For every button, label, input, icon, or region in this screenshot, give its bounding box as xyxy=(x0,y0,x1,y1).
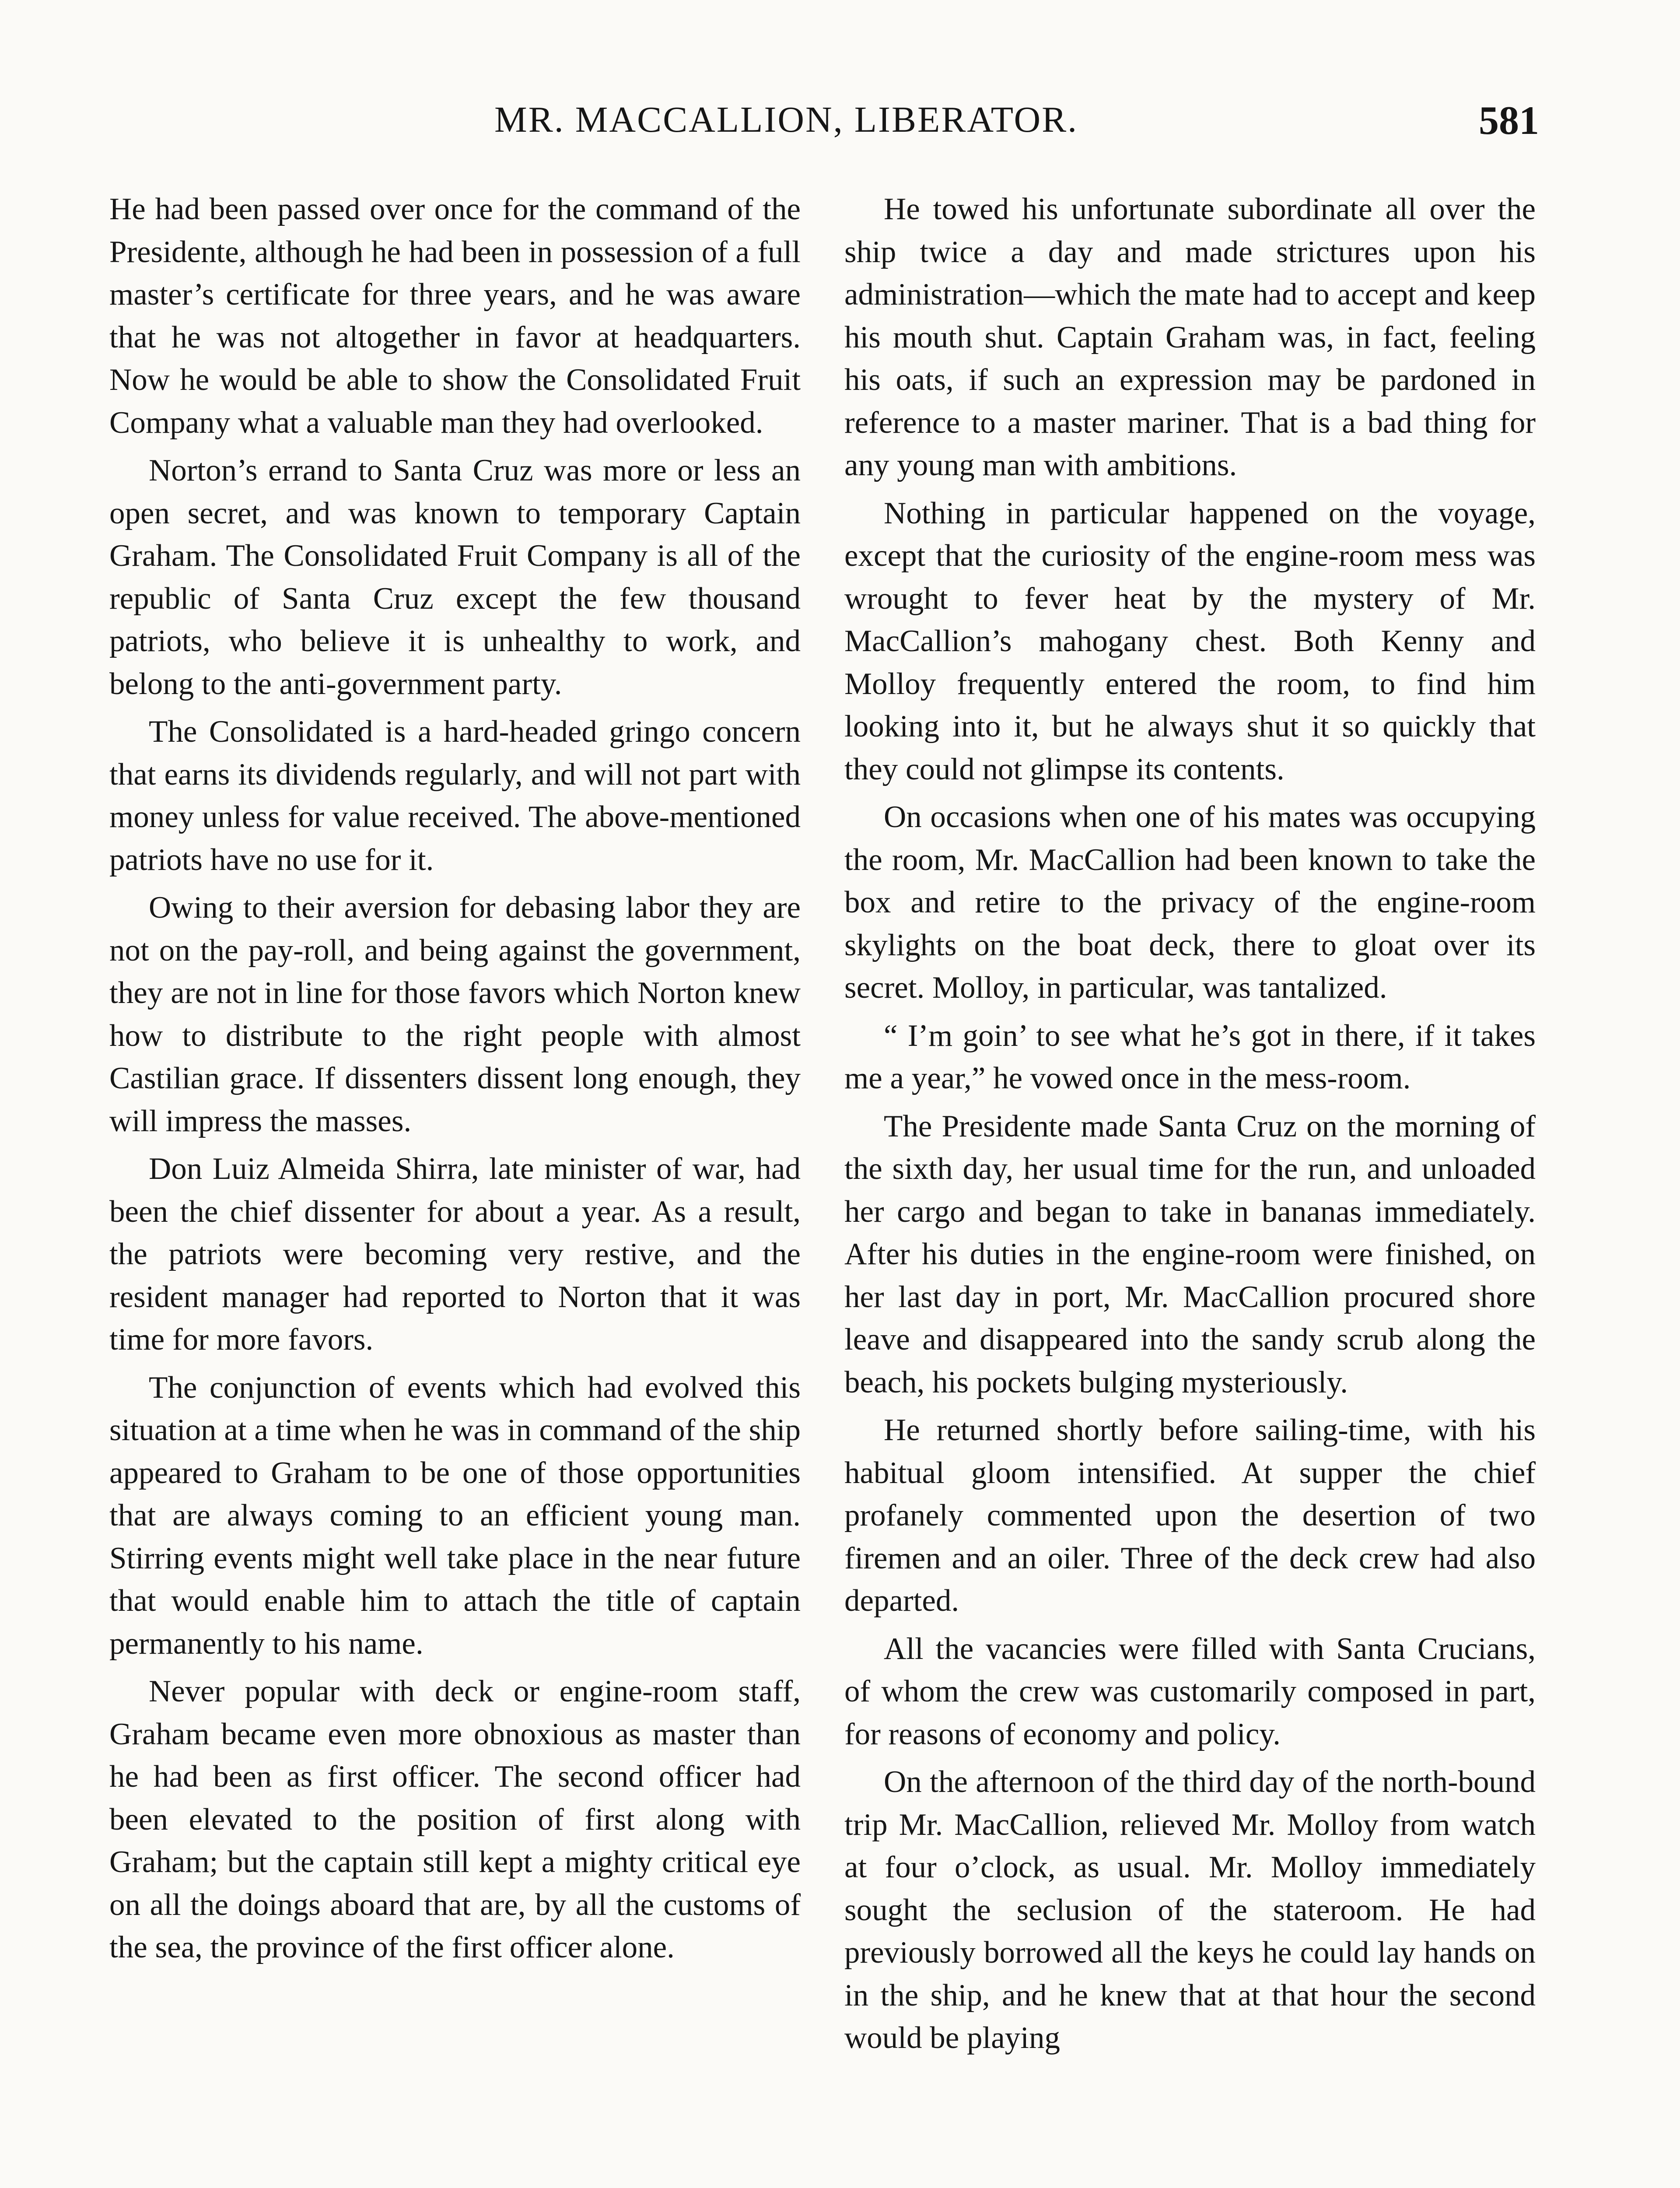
paragraph: Owing to their aversion for debasing labor they are not on the pay-roll, and being against the government, they are not in line for those favors which Norton knew how to distribute to the right people with almost Castilian grace. If dissenters dissent long enough, they will impress the masses. xyxy=(109,891,801,1138)
paragraph: Norton’s errand to Santa Cruz was more or less an open secret, and was known to temporary Captain Graham. The Consolidated Fruit Company is all of the republic of Santa Cruz except the few thousand patriots, who believe it is unhealthy to work, and belong to the anti-government party. xyxy=(109,453,801,701)
left-column xyxy=(109,188,801,1974)
running-title: MR. MACCALLION, LIBERATOR. xyxy=(494,99,1078,140)
paragraph: The Consolidated is a hard-headed gringo concern that earns its dividends regularly, and will not part with money unless for value received. The above-mentioned patriots have no use for it. xyxy=(109,715,801,877)
paragraph: All the vacancies were filled with Santa Crucians, of whom the crew was customarily composed in part, for reasons of economy and policy. xyxy=(844,1631,1536,1751)
paragraph: The Presidente made Santa Cruz on the morning of the sixth day, her usual time for the run, and unloaded her cargo and began to take in bananas immediately. After his duties in the engine-room were finished, on her last day in port, Mr. MacCallion procured shore leave and disappeared into the sandy scrub along the beach, his pockets bulging mysteriously. xyxy=(844,1109,1536,1399)
paragraph: Don Luiz Almeida Shirra, late minister of war, had been the chief dissenter for about a year. As a result, the patriots were becoming very restive, and the resident manager had reported to Norton that it was time for more favors. xyxy=(109,1152,801,1357)
paragraph: He had been passed over once for the command of the Presidente, although he had been in possession of a full master’s certificate for three years, and he was aware that he was not altogether in favor at headquarters. Now he would be able to show the Consolidated Fruit Company what a valuable man they had overlooked. xyxy=(109,192,801,440)
paragraph: Nothing in particular happened on the voyage, except that the curiosity of the engine-room mess was wrought to fever heat by the mystery of Mr. MacCallion’s mahogany chest. Both Kenny and Molloy frequently entered the room, to find him looking into it, but he always shut it so quickly that they could not glimpse its contents. xyxy=(844,496,1536,786)
paragraph: On occasions when one of his mates was occupying the room, Mr. MacCallion had been known to take the box and retire to the privacy of the engine-room skylights on the boat deck, there to gloat over its secret. Molloy, in particular, was tantalized. xyxy=(844,800,1536,1005)
paragraph: He towed his unfortunate subordinate all over the ship twice a day and made strictures upon his administration—which the mate had to accept and keep his mouth shut. Captain Graham was, in fact, feeling his oats, if such an expression may be pardoned in reference to a master mariner. That is a bad thing for any young man with ambitions. xyxy=(844,192,1536,482)
paragraph: On the afternoon of the third day of the north-bound trip Mr. MacCallion, relieved Mr. Molloy from watch at four o’clock, as usual. Mr. Molloy immediately sought the seclusion of the stateroom. He had previously borrowed all the keys he could lay hands on in the ship, and he knew that at that hour the second would be playing xyxy=(844,1765,1536,2055)
paragraph: He returned shortly before sailing-time, with his habitual gloom intensified. At supper the chief profanely commented upon the desertion of two firemen and an oiler. Three of the deck crew had also departed. xyxy=(844,1413,1536,1618)
paragraph: The conjunction of events which had evolved this situation at a time when he was in command of the ship appeared to Graham to be one of those opportunities that are always coming to an efficient young man. Stirring events might well take place in the near future that would enable him to attach the title of captain permanently to his name. xyxy=(109,1370,801,1661)
paragraph: “ I’m goin’ to see what he’s got in there, if it takes me a year,” he vowed once in the mess-room. xyxy=(844,1018,1536,1095)
right-column xyxy=(844,188,1536,2065)
paragraph: Never popular with deck or engine-room staff, Graham became even more obnoxious as master than he had been as first officer. The second officer had been elevated to the position of first along with Graham; but the captain still kept a mighty critical eye on all the doings aboard that are, by all the customs of the sea, the province of the first officer alone. xyxy=(109,1674,801,1964)
page-number: 581 xyxy=(1479,98,1539,143)
